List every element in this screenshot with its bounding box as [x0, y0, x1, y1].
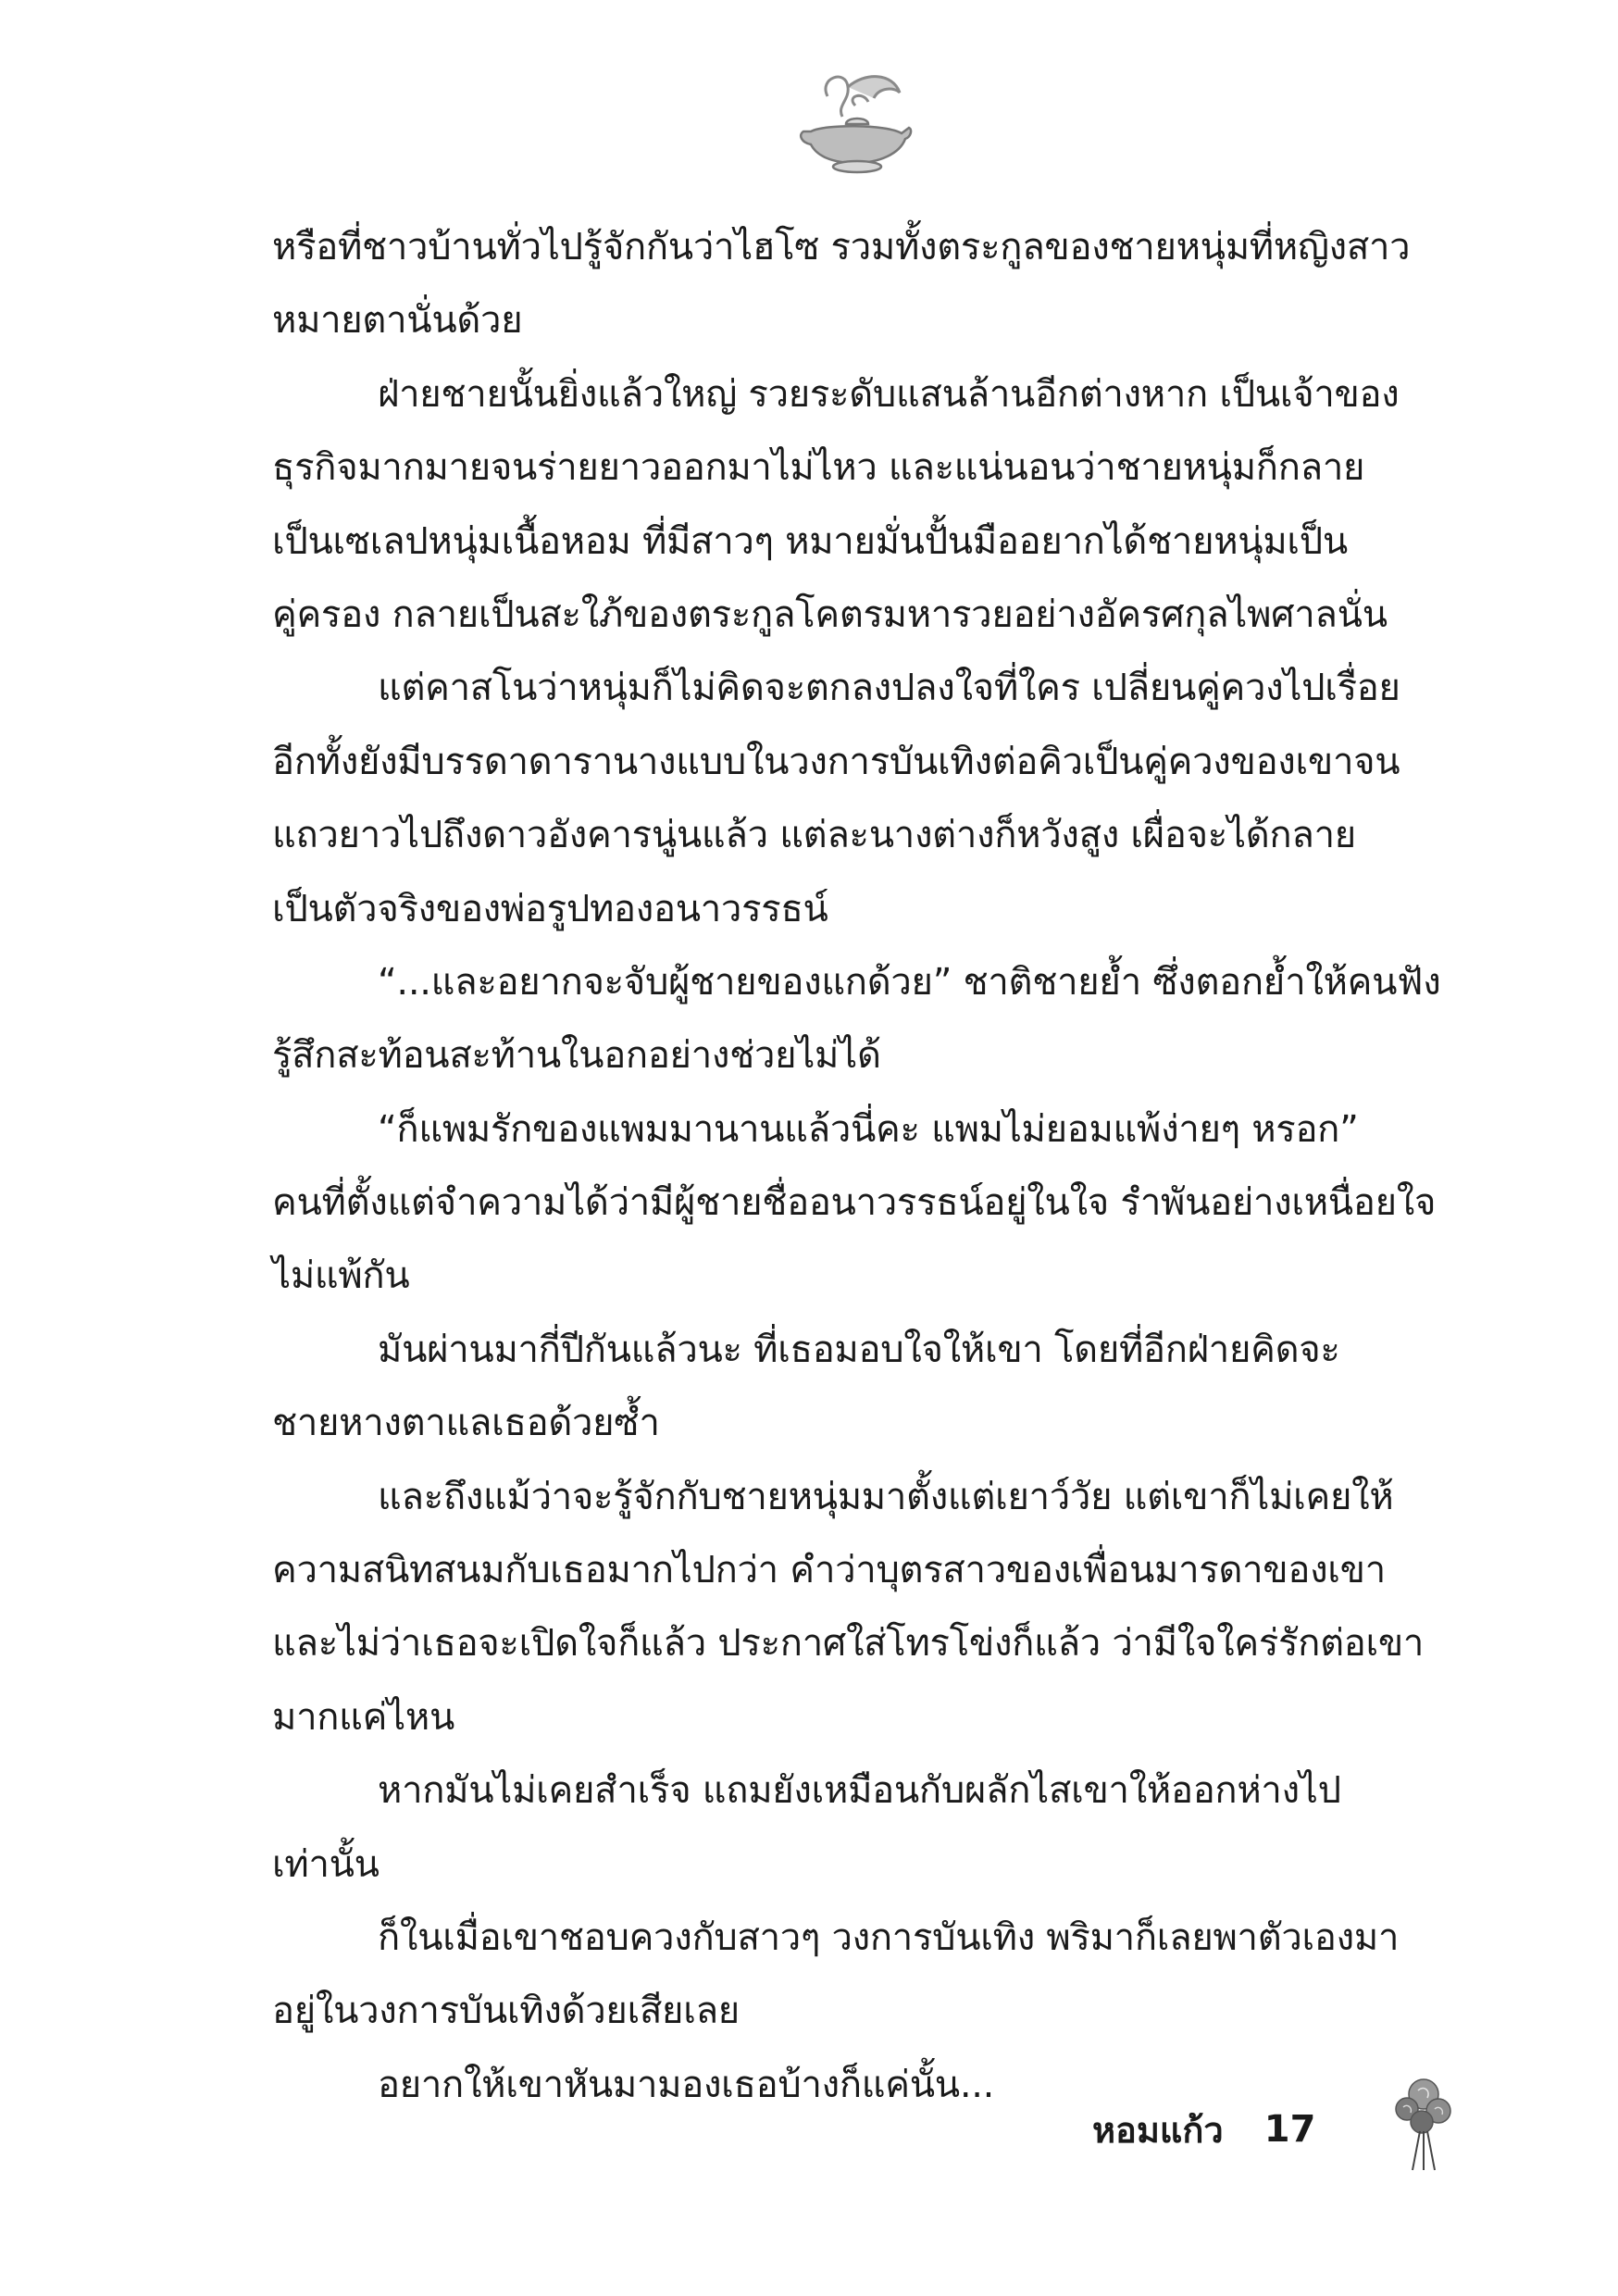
- text-line: เท่านั้น: [272, 1842, 380, 1886]
- text-line: อยู่ในวงการบันเทิงด้วยเสียเลย: [272, 1990, 740, 2033]
- text-line: คนที่ตั้งแต่จำความได้ว่ามีผู้ชายชื่ออนาวรรธน์อยู่ในใจ รำพันอย่างเหนื่อยใจ: [272, 1181, 1437, 1225]
- genie-lamp-icon: [790, 59, 920, 178]
- text-line: “ก็แพมรักของแพมมานานแล้วนี่คะ แพมไม่ยอมแพ้ง่ายๆ หรอก”: [378, 1107, 1359, 1151]
- text-line: หรือที่ชาวบ้านทั่วไปรู้จักกันว่าไฮโซ รวมทั้งตระกูลของชายหนุ่มที่หญิงสาว: [272, 226, 1411, 268]
- text-line: มากแค่ไหน: [272, 1695, 455, 1739]
- page-footer: [1092, 2094, 1315, 2165]
- text-line: แต่คาสโนว่าหนุ่มก็ไม่คิดจะตกลงปลงใจที่ใคร เปลี่ยนคู่ควงไปเรื่อย: [378, 667, 1400, 710]
- text-line: รู้สึกสะท้อนสะท้านในอกอย่างช่วยไม่ได้: [272, 1034, 881, 1078]
- text-line: เป็นตัวจริงของพ่อรูปทองอนาวรรธน์: [272, 887, 828, 930]
- text-line: มันผ่านมากี่ปีกันแล้วนะ ที่เธอมอบใจให้เขา โดยที่อีกฝ่ายคิดจะ: [378, 1328, 1340, 1371]
- text-line: “...และอยากจะจับผู้ชายของแกด้วย” ชาติชายย้ำ ซึ่งตอกย้ำให้คนฟัง: [378, 960, 1441, 1004]
- book-title: หอมแก้ว: [1092, 2109, 1224, 2151]
- text-line: หมายตานั่นด้วย: [272, 299, 523, 343]
- text-line: ชายหางตาแลเธอด้วยซ้ำ: [272, 1402, 660, 1445]
- text-line: คู่ครอง กลายเป็นสะใภ้ของตระกูลโคตรมหารวยอย่างอัครศกุลไพศาลนั่น: [272, 593, 1388, 636]
- page-number: 17: [1263, 2108, 1316, 2151]
- text-line: และถึงแม้ว่าจะรู้จักกับชายหนุ่มมาตั้งแต่เยาว์วัย แต่เขาก็ไม่เคยให้: [378, 1475, 1394, 1518]
- text-line: ฝ่ายชายนั้นยิ่งแล้วใหญ่ รวยระดับแสนล้านอีกต่างหาก เป็นเจ้าของ: [378, 372, 1400, 416]
- text-line: แถวยาวไปถึงดาวอังคารนู่นแล้ว แต่ละนางต่างก็หวังสูง เผื่อจะได้กลาย: [272, 814, 1356, 857]
- text-line: ธุรกิจมากมายจนร่ายยาวออกมาไม่ไหว และแน่นอนว่าชายหนุ่มก็กลาย: [272, 446, 1365, 490]
- text-line: ไม่แพ้กัน: [272, 1254, 410, 1298]
- text-line: ก็ในเมื่อเขาชอบควงกับสาวๆ วงการบันเทิง พริมาก็เลยพาตัวเองมา: [378, 1915, 1400, 1959]
- text-line: อยากให้เขาหันมามองเธอบ้างก็แค่นั้น...: [378, 2063, 995, 2106]
- body-text: [272, 211, 1462, 2122]
- text-line: และไม่ว่าเธอจะเปิดใจก็แล้ว ประกาศใส่โทรโข่งก็แล้ว ว่ามีใจใคร่รักต่อเขา: [272, 1622, 1425, 1666]
- text-line: หากมันไม่เคยสำเร็จ แถมยังเหมือนกับผลักไสเขาให้ออกห่างไป: [378, 1769, 1341, 1813]
- flower-bouquet-icon: [1387, 2074, 1457, 2174]
- text-line: อีกทั้งยังมีบรรดาดารานางแบบในวงการบันเทิงต่อคิวเป็นคู่ควงของเขาจน: [272, 740, 1400, 783]
- text-line: เป็นเซเลปหนุ่มเนื้อหอม ที่มีสาวๆ หมายมั่นปั้นมืออยากได้ชายหนุ่มเป็น: [272, 519, 1348, 563]
- text-line: ความสนิทสนมกับเธอมากไปกว่า คำว่าบุตรสาวของเพื่อนมารดาของเขา: [272, 1549, 1386, 1592]
